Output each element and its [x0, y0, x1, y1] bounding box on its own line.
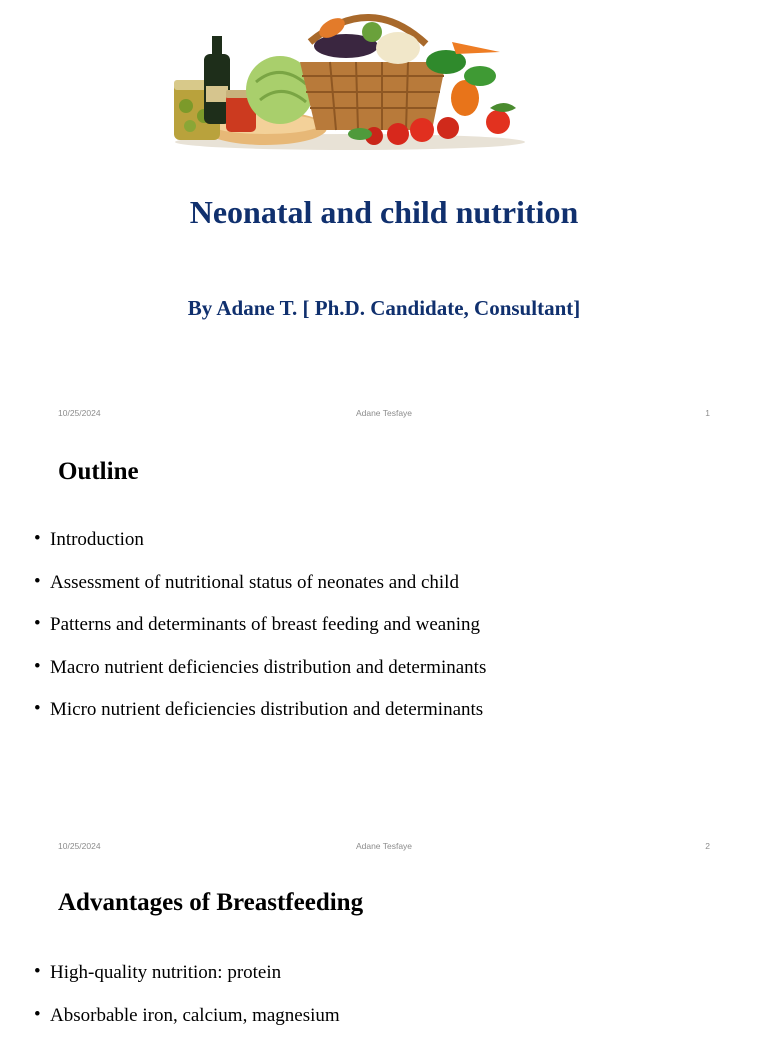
footer-author: Adane Tesfaye [355, 841, 413, 851]
outline-slide [0, 432, 768, 865]
bullet-list [34, 528, 486, 741]
list-item: • High-quality nutrition: protein [34, 961, 340, 1004]
footer-author: Adane Tesfaye [355, 408, 413, 418]
title-slide [0, 0, 768, 432]
slide-subtitle: By Adane T. [ Ph.D. Candidate, Consultant] [187, 296, 581, 320]
footer-date: 10/25/2024 [58, 408, 101, 418]
list-item: • Macro nutrient deficiencies distribution and determinants [34, 656, 486, 699]
footer-page-number: 1 [705, 408, 710, 418]
advantages-slide [0, 865, 768, 1024]
list-item: • Micro nutrient deficiencies distribution and determinants [34, 698, 486, 741]
slide-heading: Outline [58, 458, 139, 485]
list-item: • Assessment of nutritional status of neonates and child [34, 571, 486, 614]
list-item: • Introduction [34, 528, 486, 571]
bullet-list [34, 961, 340, 1046]
list-item: • Absorbable iron, calcium, magnesium [34, 1004, 340, 1046]
slide-footer [0, 841, 768, 853]
footer-date: 10/25/2024 [58, 841, 101, 851]
footer-page-number: 2 [705, 841, 710, 851]
slide-heading: Advantages of Breastfeeding [58, 889, 364, 916]
slide-title: Neonatal and child nutrition [189, 194, 579, 230]
vegetable-basket-image [160, 2, 532, 154]
list-item: • Patterns and determinants of breast feeding and weaning [34, 613, 486, 656]
slide-footer [0, 408, 768, 420]
